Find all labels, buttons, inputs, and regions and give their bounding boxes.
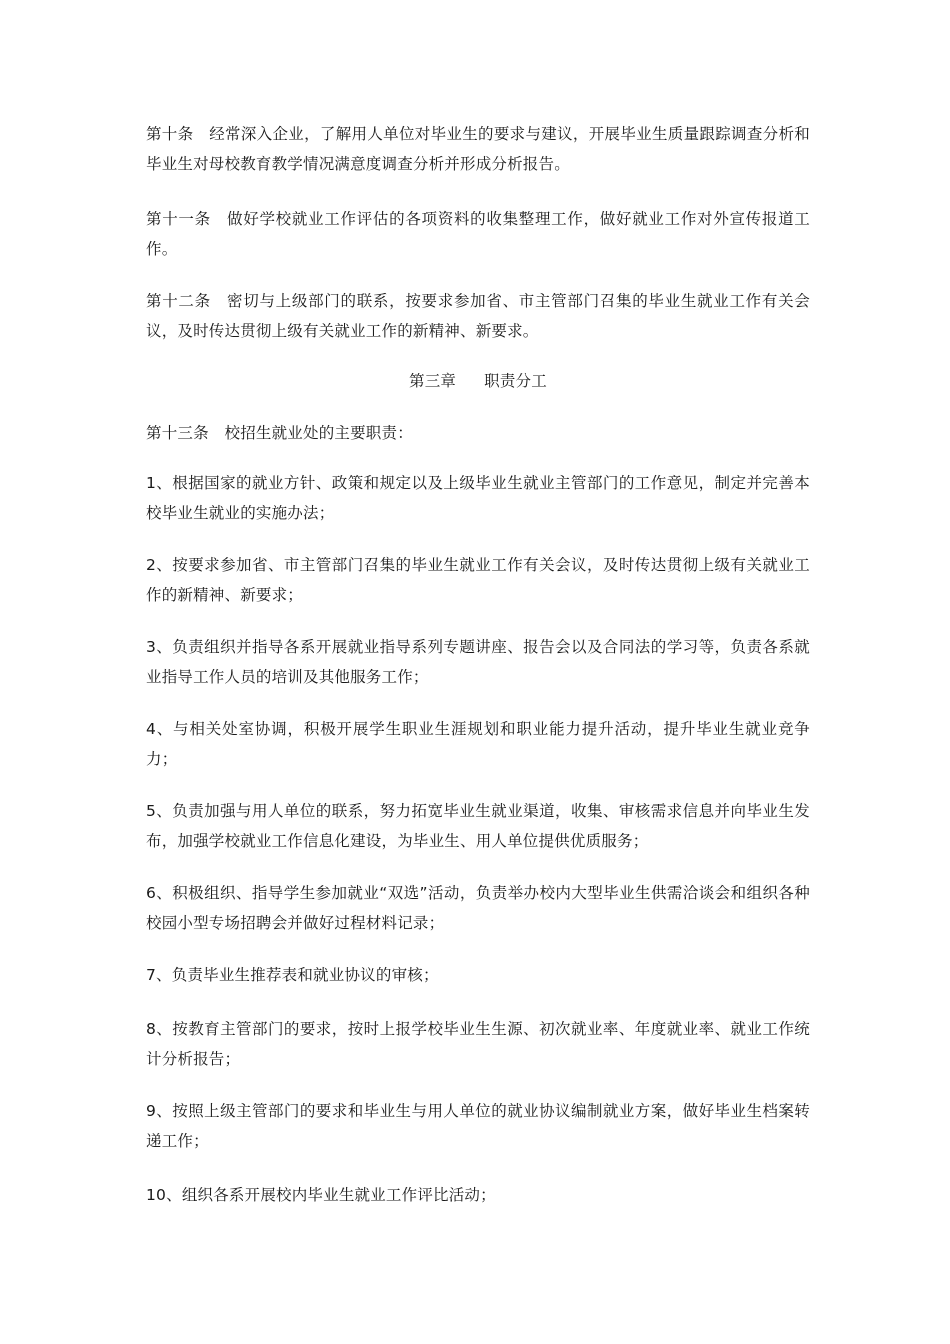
list-item-10: 10、组织各系开展校内毕业生就业工作评比活动；: [146, 1186, 496, 1204]
article-11: 第十一条 做好学校就业工作评估的各项资料的收集整理工作，做好就业工作对外宣传报道工作。: [146, 210, 810, 258]
chapter-number: 第三章: [409, 372, 457, 390]
list-item-5: 5、负责加强与用人单位的联系，努力拓宽毕业生就业渠道，收集、审核需求信息并向毕业生发布，加强学校就业工作信息化建设，为毕业生、用人单位提供优质服务；: [146, 802, 810, 850]
list-item-4: 4、与相关处室协调，积极开展学生职业生涯规划和职业能力提升活动，提升毕业生就业竞争力；: [146, 720, 810, 768]
article-10: 第十条 经常深入企业，了解用人单位对毕业生的要求与建议，开展毕业生质量跟踪调查分析和毕业生对母校教育教学情况满意度调查分析并形成分析报告。: [146, 125, 810, 173]
list-item-6: 6、积极组织、指导学生参加就业“双选”活动，负责举办校内大型毕业生供需洽谈会和组织各种校园小型专场招聘会并做好过程材料记录；: [146, 884, 810, 932]
chapter-heading: [146, 366, 810, 396]
list-item-9: 9、按照上级主管部门的要求和毕业生与用人单位的就业协议编制就业方案，做好毕业生档案转递工作；: [146, 1102, 810, 1150]
list-item-7: 7、负责毕业生推荐表和就业协议的审核；: [146, 966, 439, 984]
list-item-3: 3、负责组织并指导各系开展就业指导系列专题讲座、报告会以及合同法的学习等，负责各系就业指导工作人员的培训及其他服务工作；: [146, 638, 810, 686]
list-item-1: 1、根据国家的就业方针、政策和规定以及上级毕业生就业主管部门的工作意见，制定并完善本校毕业生就业的实施办法；: [146, 474, 810, 522]
chapter-title: 职责分工: [484, 372, 547, 390]
article-12: 第十二条 密切与上级部门的联系，按要求参加省、市主管部门召集的毕业生就业工作有关会议，及时传达贯彻上级有关就业工作的新精神、新要求。: [146, 292, 810, 340]
list-item-8: 8、按教育主管部门的要求，按时上报学校毕业生生源、初次就业率、年度就业率、就业工作统计分析报告；: [146, 1020, 810, 1068]
list-item-2: 2、按要求参加省、市主管部门召集的毕业生就业工作有关会议，及时传达贯彻上级有关就业工作的新精神、新要求；: [146, 556, 810, 604]
article-13: 第十三条 校招生就业处的主要职责：: [146, 424, 413, 442]
